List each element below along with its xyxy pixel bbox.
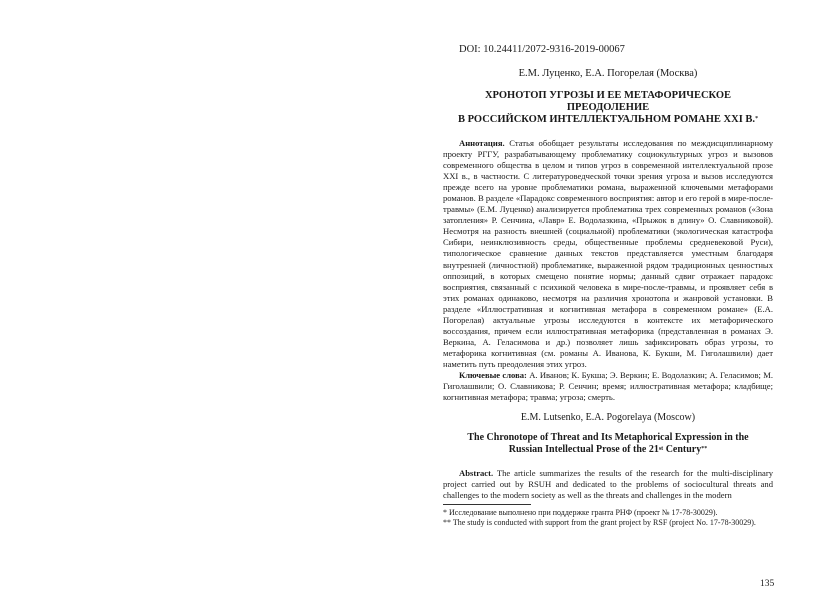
keywords-ru xyxy=(443,370,773,403)
title-en-ordinal: st xyxy=(658,446,664,453)
title-en xyxy=(443,432,773,456)
title-ru-line-3 xyxy=(443,114,773,126)
keywords-ru-text: А. Иванов; К. Букша; Э. Веркин; Е. Водолазкин; А. Геласимов; М. Гиголашвили; О. Славникова; Р. Сенчин; время; иллюстративная метафора; кладбище; когнитивная метафора; травма; угроза; смерть. xyxy=(443,369,773,403)
abstract-ru xyxy=(443,138,773,370)
page-number: 135 xyxy=(760,579,775,589)
doi[interactable]: DOI: 10.24411/2072-9316-2019-00067 xyxy=(459,44,625,55)
abstract-ru-label: Аннотация. xyxy=(459,138,505,148)
abstract-en-text: The article summarizes the results of the research for the multi-disciplinary project carried out by RSUH and dedicated to the problems of sociocultural threats and challenges to the modern society as well as the threats and challenges in the modern xyxy=(443,468,773,501)
authors-ru: Е.М. Луценко, Е.А. Погорелая (Москва) xyxy=(518,68,698,79)
authors-en: E.M. Lutsenko, E.A. Pogorelaya (Moscow) xyxy=(520,412,696,424)
title-en-line-2-prefix: Russian Intellectual Prose of the 21 xyxy=(508,444,659,456)
title-ru-line-1: ХРОНОТОП УГРОЗЫ И ЕЕ МЕТАФОРИЧЕСКОЕ xyxy=(484,90,732,101)
title-ru xyxy=(443,90,773,126)
title-en-line-2-suffix: Century xyxy=(663,444,702,456)
article-page xyxy=(443,44,773,528)
footnote-divider xyxy=(443,504,531,505)
title-en-line-1: The Chronotope of Threat and Its Metaphorical Expression in the xyxy=(467,432,749,444)
title-en-line-2 xyxy=(443,444,773,456)
abstract-en-label: Abstract. xyxy=(459,468,494,479)
footnote-marker-ru[interactable]: * xyxy=(755,116,759,122)
abstract-en xyxy=(443,468,773,501)
footnote-ru: * Исследование выполнено при поддержке гранта РНФ (проект № 17-78-30029). xyxy=(443,508,718,518)
title-ru-line-3-text: В РОССИЙСКОМ ИНТЕЛЛЕКТУАЛЬНОМ РОМАНЕ XXI В. xyxy=(457,114,756,125)
footnote-marker-en[interactable]: ** xyxy=(701,446,708,453)
footnote-en: ** The study is conducted with support from the grant project by RSF (project No. 17-78-30029). xyxy=(443,518,756,528)
title-ru-line-2: ПРЕОДОЛЕНИЕ xyxy=(566,102,650,113)
abstract-ru-text: Статья обобщает результаты исследования по междисциплинарному проекту РГГУ, разрабатывающему проблематику социокультурных угроз и вызовов современного общества в целом и типов угроз в современной интеллектуальной прозе XXI в., в частности. С литературоведческой точки зрения угроза и вызов исследуются прежде всего на уровне проблематики романа, выраженной ключевыми метафорами романов. В разделе «Парадокс современного восприятия: автор и его герой в мире-после-травмы» (Е.М. Луценко) анализируется проблематика трех современных романов («Зона затопления» Р. Сенчина, «Лавр» Е. Водолазкина, «Прыжок в длину» О. Славниковой). Несмотря на разность внешней (социальной) проблематики (экологическая катастрофа Сибири, неинклюзивность среды, общественные проблемы средневековой Руси), типологическое сравнение данных текстов представляется уместным благодаря внутренней (личностной) проблематике, выраженной рядом традиционных ценностных оппозиций, в которых смещено понятие нормы; данный сдвиг отражает парадокс восприятия, связанный с психикой человека в мире-после-травмы, и проявляет себя в этих романах одинаково, несмотря на различия хронотопа и жанровой установки. В разделе «Иллюстративная и когнитивная метафора в современном романе» (Е.А. Погорелая) актуальные угрозы исследуются в контексте их метафорического воссоздания, причем если иллюстративная метафорика (представленная в романах Э. Веркина, А. Геласимова и др.) позволяет лишь зафиксировать образ угрозы, то метафорика когнитивная (см. романы А. Иванова, К. Букши, М. Гиголашвили) дает наметить путь преодоления этих угроз. xyxy=(443,138,773,369)
keywords-ru-label: Ключевые слова: xyxy=(459,369,527,380)
